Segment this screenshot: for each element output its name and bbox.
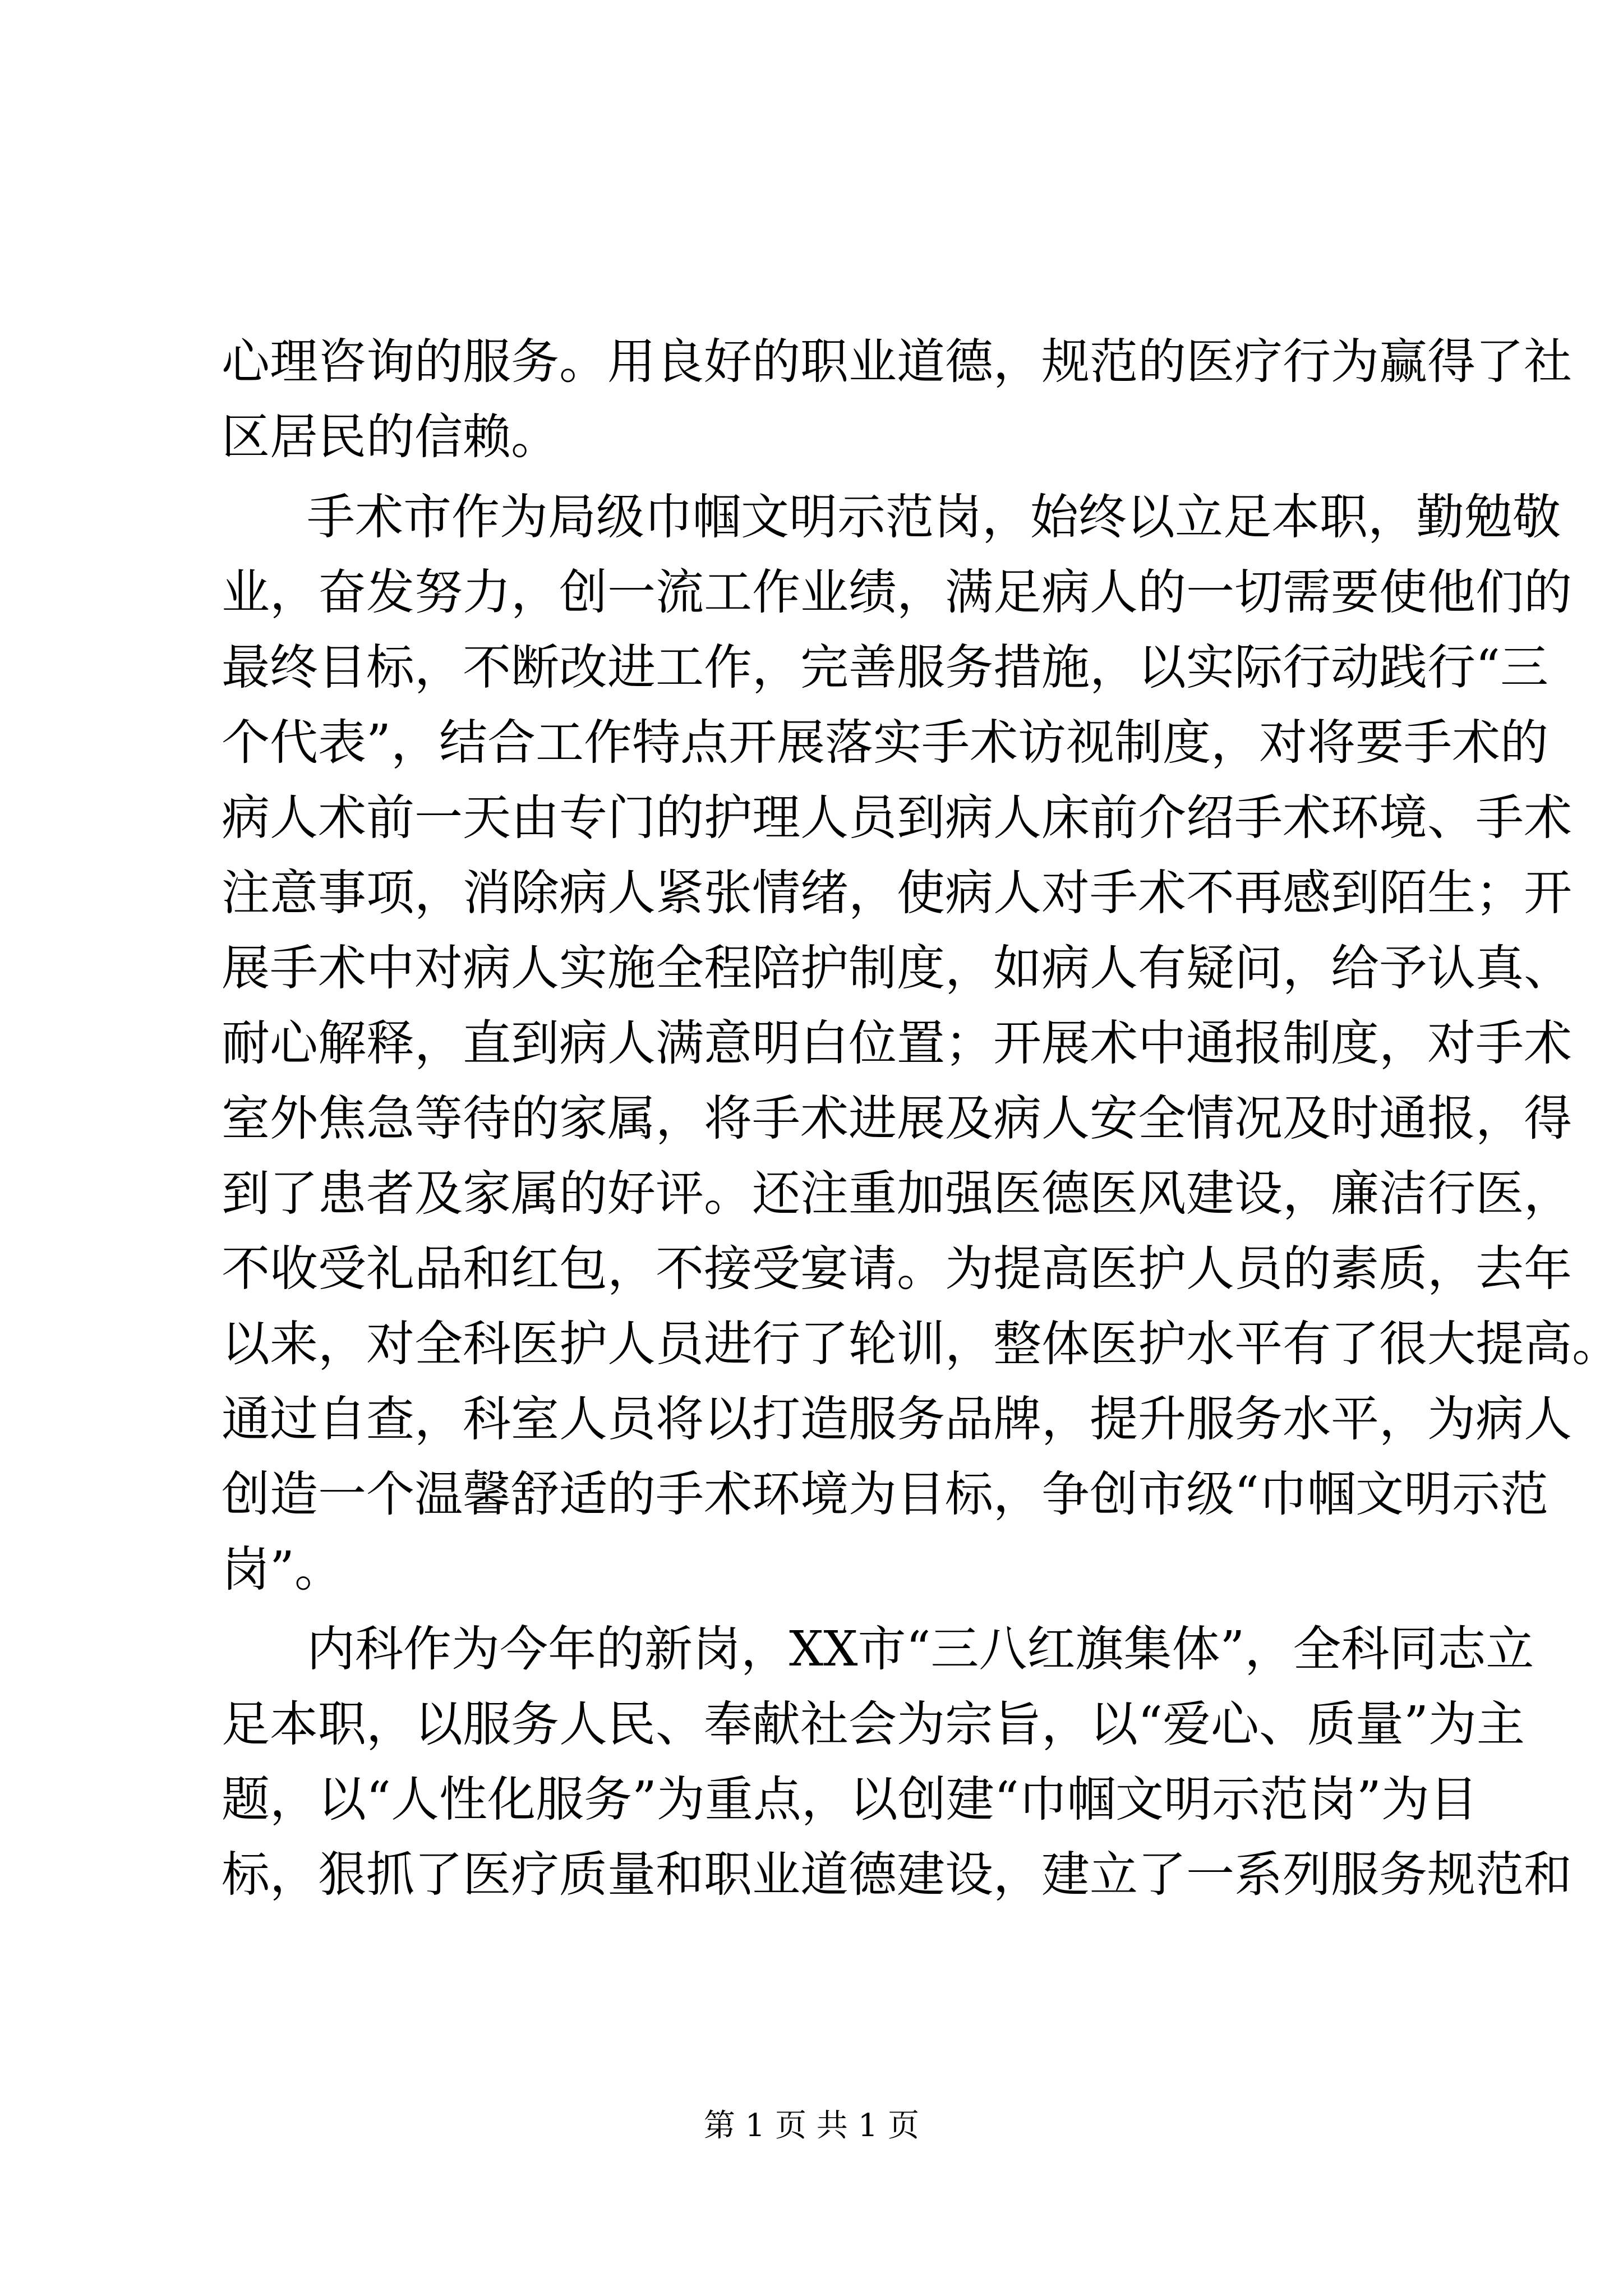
text-line: 个代表”，结合工作特点开展落实手术访视制度，对将要手术的: [222, 715, 1548, 771]
text-line: 室外焦急等待的家属，将手术进展及病人安全情况及时通报，得: [222, 1091, 1572, 1147]
text-line: 以来，对全科医护人员进行了轮训，整体医护水平有了很大提高。: [222, 1316, 1620, 1372]
text-line: 心理咨询的服务。用良好的职业道德，规范的医疗行为赢得了社: [222, 334, 1572, 390]
text-line: 足本职，以服务人民、奉献社会为宗旨，以“爱心、质量”为主: [222, 1696, 1525, 1752]
text-line: 岗”。: [222, 1542, 343, 1598]
page-footer: 第 1 页 共 1 页: [703, 2108, 920, 2144]
text-line: 通过自查，科室人员将以打造服务品牌，提升服务水平，为病人: [222, 1391, 1572, 1447]
text-line: 病人术前一天由专门的护理人员到病人床前介绍手术环境、手术: [222, 790, 1572, 846]
text-line: 创造一个温馨舒适的手术环境为目标，争创市级“巾帼文明示范: [222, 1466, 1548, 1522]
text-line: 耐心解释，直到病人满意明白位置；开展术中通报制度，对手术: [222, 1015, 1572, 1071]
text-line: 标，狠抓了医疗质量和职业道德建设，建立了一系列服务规范和: [222, 1847, 1572, 1903]
text-line: 最终目标，不断改进工作，完善服务措施，以实际行动践行“三: [222, 639, 1548, 696]
text-line: 区居民的信赖。: [222, 409, 559, 465]
text-line: 展手术中对病人实施全程陪护制度，如病人有疑问，给予认真、: [222, 940, 1572, 996]
text-line: 到了患者及家属的好评。还注重加强医德医风建设，廉洁行医，: [222, 1166, 1572, 1222]
text-line: 不收受礼品和红包，不接受宴请。为提高医护人员的素质，去年: [222, 1241, 1572, 1297]
text-line: 业，奋发努力，创一流工作业绩，满足病人的一切需要使他们的: [222, 564, 1572, 620]
paragraph-first-line: 手术市作为局级巾帼文明示范岗，始终以立足本职，勤勉敬: [307, 489, 1561, 545]
paragraph-first-line: 内科作为今年的新岗，XX市“三八红旗集体”，全科同志立: [307, 1621, 1534, 1677]
text-line: 注意事项，消除病人紧张情绪，使病人对手术不再感到陌生；开: [222, 865, 1572, 921]
text-line: 题，以“人性化服务”为重点，以创建“巾帼文明示范岗”为目: [222, 1772, 1478, 1828]
